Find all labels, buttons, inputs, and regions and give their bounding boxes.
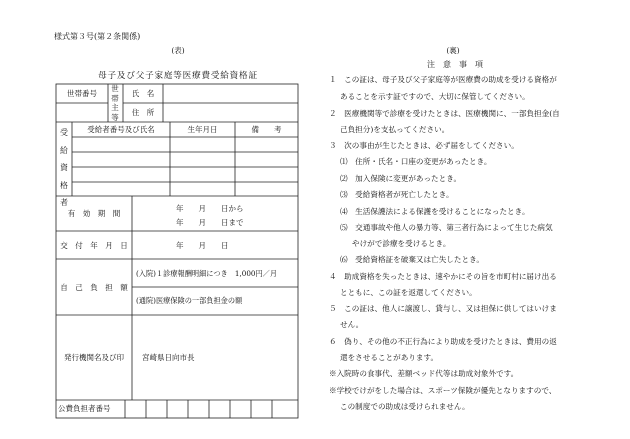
note-line: あることを示す証ですので、大切に保管してください。 — [340, 92, 530, 101]
issuing-office-value: 宮崎県日向市長 — [142, 353, 195, 362]
household-address-field[interactable] — [163, 103, 298, 122]
note-line: ６ 偽り、その他の不正行為により助成を受けたときは、費用の返 — [329, 337, 557, 346]
household-number-label: 世帯番号 — [67, 89, 97, 98]
note-line: ⑴ 住所・氏名・口座の変更があったとき。 — [340, 157, 492, 166]
front-side-label: (表) — [171, 46, 185, 55]
self-pay-amount-label: 自 己 負 担 額 — [60, 283, 128, 292]
note-line: ⑸ 交通事故や他人の暴力等、第三者行為によって生じた病気 — [340, 223, 553, 232]
note-line: この制度での助成は受けられません。 — [340, 402, 470, 411]
note-line: ⑷ 生活保護法による保護を受けることになったとき。 — [340, 207, 530, 216]
note-line: 還をさせることがあります。 — [340, 353, 439, 362]
note-line: １ この証は、母子及び父子家庭等が医療費の助成を受ける資格が — [329, 75, 557, 84]
validity-start-date: 年 月 日から — [176, 204, 244, 213]
address-label: 住 所 — [131, 108, 155, 117]
public-payer-number-label: 公費負担者番号 — [58, 404, 111, 413]
issuing-office-label: 発行機関名及び印 — [64, 353, 124, 362]
beneficiary-row[interactable] — [72, 137, 298, 152]
beneficiary-row[interactable] — [72, 152, 298, 167]
remarks-column-header: 備 考 — [251, 125, 282, 134]
validity-period-label: 有 効 期 間 — [67, 209, 121, 218]
note-line: ⑹ 受給資格証を破棄又は亡失したとき。 — [340, 255, 484, 264]
notes-heading: 注 意 事 項 — [427, 60, 483, 69]
validity-end-date: 年 月 日まで — [176, 218, 244, 227]
note-line: ⑶ 受給資格者が死亡したとき。 — [340, 190, 454, 199]
note-line: ４ 助成資格を失ったときは、速やかにその旨を市町村に届け出る — [329, 272, 557, 281]
beneficiary-name-column-header: 受給者番号及び氏名 — [87, 125, 155, 134]
inpatient-copay-text: (入院)１診療報酬明細につき 1,000円／月 — [136, 269, 278, 278]
issue-date-label: 交 付 年 月 日 — [60, 241, 128, 250]
note-line: ※学校でけがをした場合は、スポーツ保険が優先となりますので、 — [329, 386, 557, 395]
note-line: やけがで診療を受けるとき。 — [352, 239, 451, 248]
note-line: ２ 医療機関等で診療を受けたときは、医療機関に、一部負担金(自 — [329, 109, 560, 118]
front-form-title: 母子及び父子家庭等医療費受給資格証 — [98, 71, 258, 81]
note-line: 己負担分)を支払ってください。 — [340, 125, 450, 134]
note-line: とともに、この証を返還してください。 — [340, 288, 477, 297]
household-head-label: 世帯主等 — [111, 84, 119, 122]
name-label: 氏 名 — [131, 89, 155, 98]
form-number-label: 様式第３号(第２条関係) — [54, 32, 141, 41]
note-line: ⑵ 加入保険に変更があったとき。 — [340, 174, 462, 183]
note-line: ５ この証は、他人に譲渡し、貸与し、又は担保に供してはいけま — [329, 304, 557, 313]
beneficiary-section-label: 受給資格者 — [60, 128, 68, 207]
beneficiary-row[interactable] — [72, 167, 298, 182]
back-side-label: (裏) — [446, 46, 460, 55]
issue-date-value: 年 月 日 — [176, 241, 229, 250]
birthdate-column-header: 生年月日 — [187, 125, 218, 134]
outpatient-copay-text: (通院)医療保険の一部負担金の額 — [136, 296, 243, 305]
household-name-field[interactable] — [163, 84, 298, 103]
note-line: せん。 — [340, 320, 364, 329]
beneficiary-row[interactable] — [72, 182, 298, 196]
note-line: ※入院時の食事代、差額ベッド代等は助成対象外です。 — [329, 369, 519, 378]
note-line: ３ 次の事由が生じたときは、必ず届をしてください。 — [329, 141, 519, 150]
